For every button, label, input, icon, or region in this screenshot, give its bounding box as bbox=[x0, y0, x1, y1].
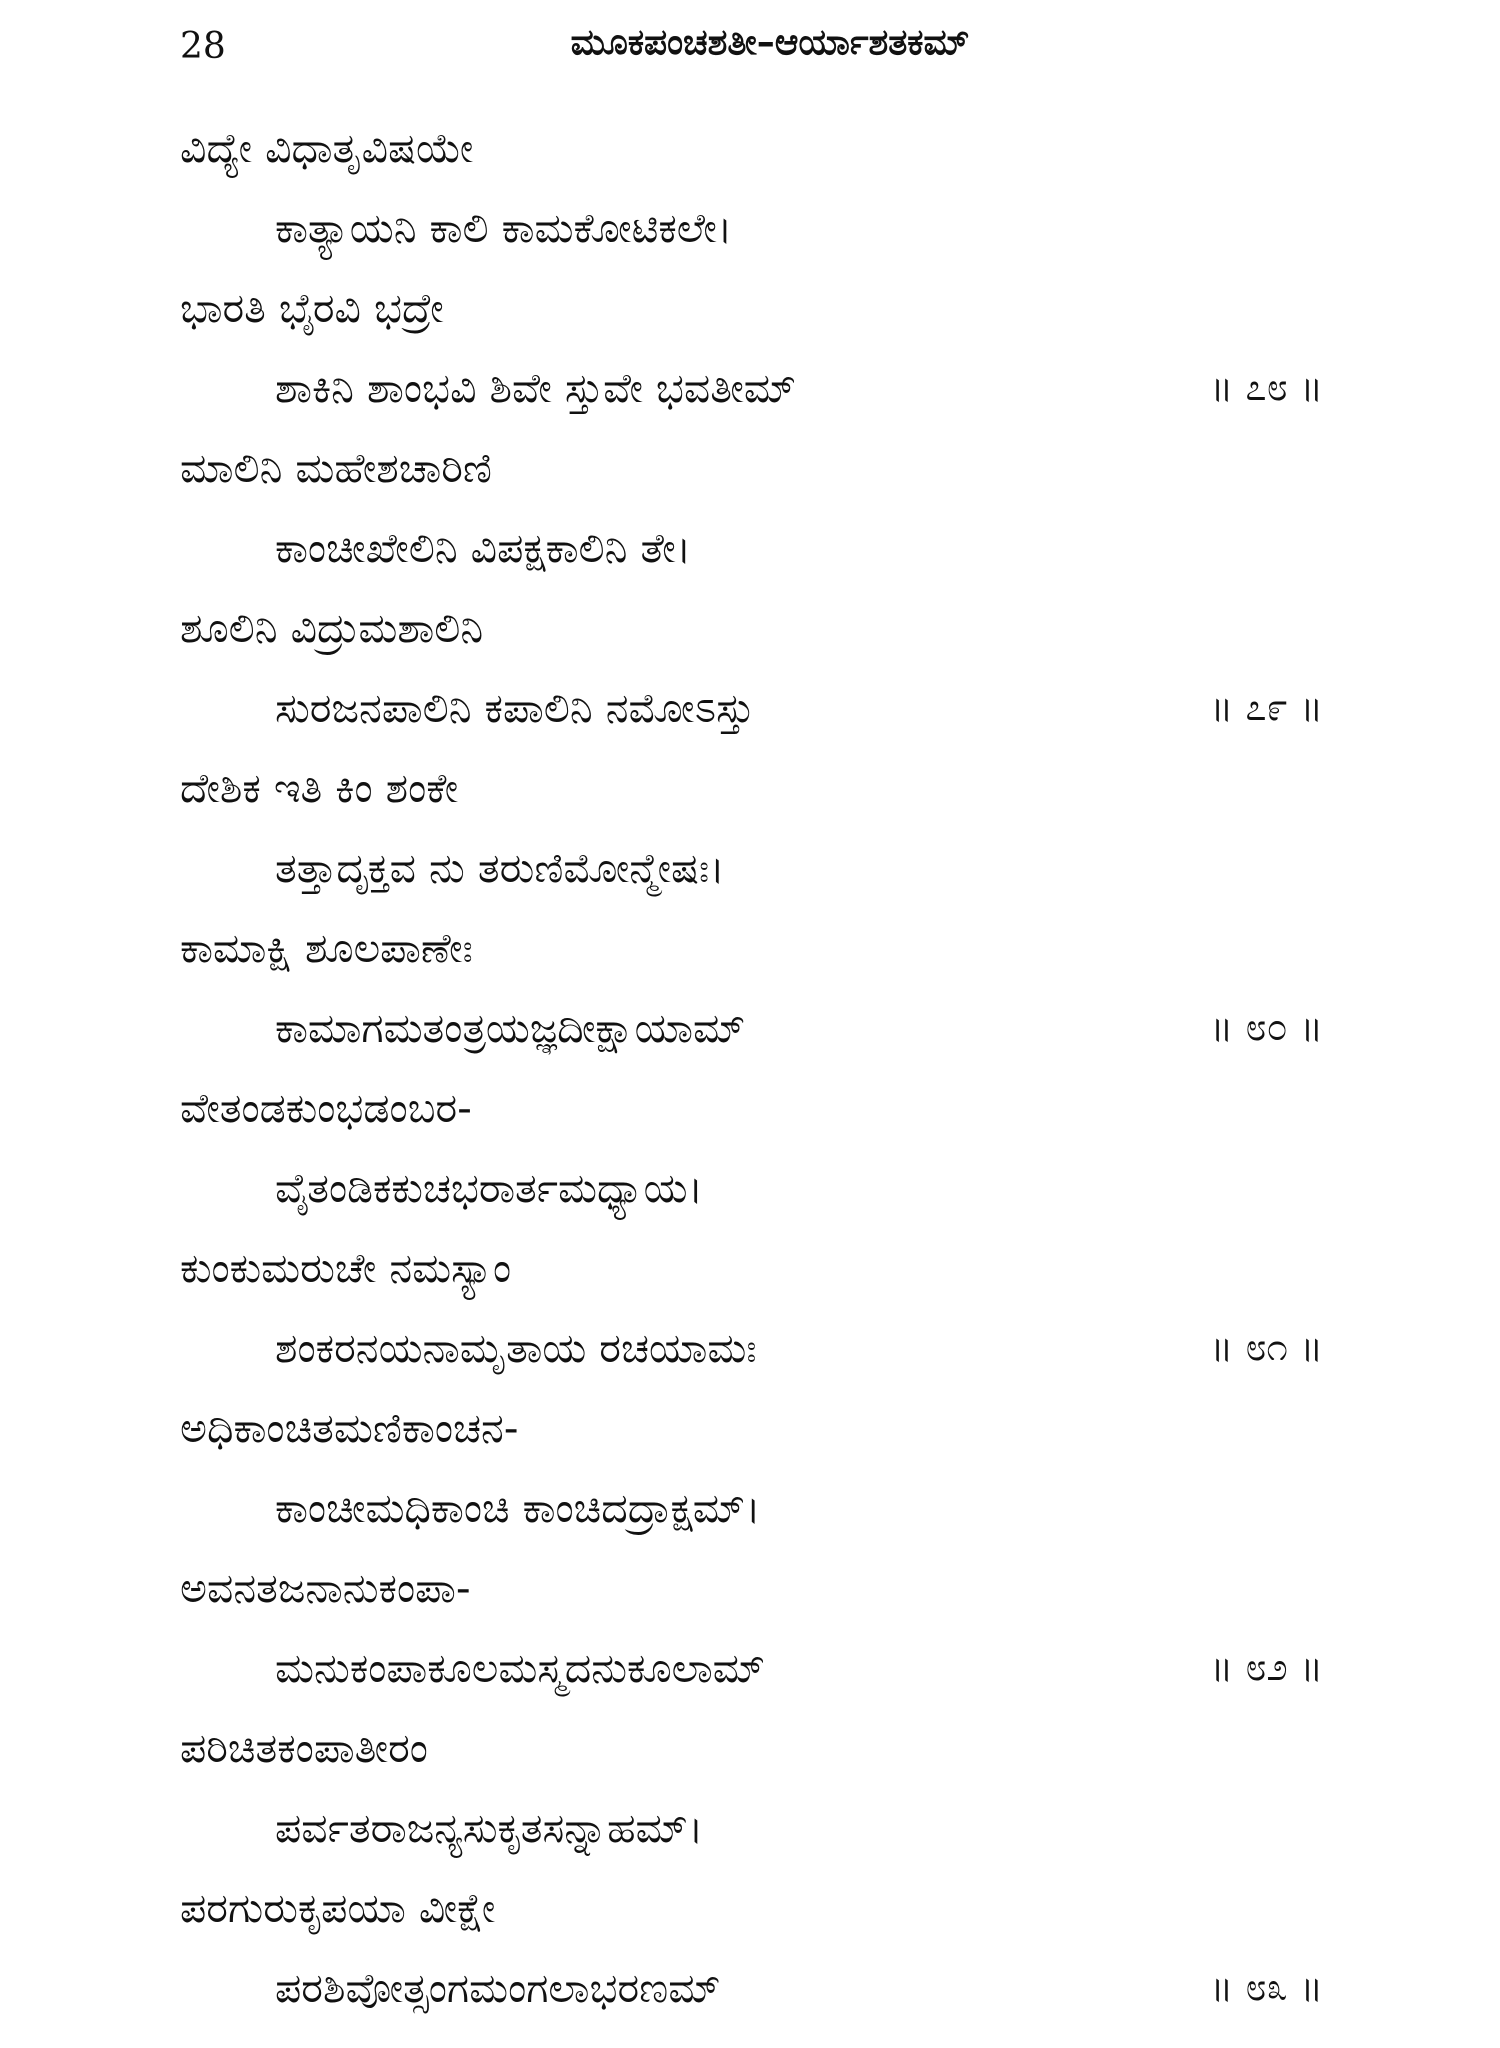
verse-78 bbox=[180, 124, 1360, 448]
verse-number: ॥ ೮೨ ॥ bbox=[1210, 1645, 1324, 1689]
verse-line: ತತ್ತಾದೃಕ್ತವ ನು ತರುಣಿಮೋನ್ಮೇಷಃ। bbox=[275, 844, 725, 892]
verse-line: ಅವನತಜನಾನುಕಂಪಾ- bbox=[180, 1564, 471, 1612]
verse-82 bbox=[180, 1404, 1360, 1728]
verse-81 bbox=[180, 1084, 1360, 1408]
verse-line: ಕಾಮಾಗಮತಂತ್ರಯಜ್ಞದೀಕ್ಷಾಯಾಮ್ bbox=[275, 1004, 746, 1052]
verse-line: ದೇಶಿಕ ಇತಿ ಕಿಂ ಶಂಕೇ bbox=[180, 764, 459, 812]
page-number: 28 bbox=[180, 26, 226, 67]
verse-line: ಶಂಕರನಯನಾಮೃತಾಯ ರಚಯಾಮಃ bbox=[275, 1324, 757, 1372]
verse-line: ಕಾಂಚೀಖೇಲಿನಿ ವಿಪಕ್ಷಕಾಲಿನಿ ತೇ। bbox=[275, 524, 692, 572]
verse-line: ವೈತಂಡಿಕಕುಚಭರಾರ್ತಮಧ್ಯಾಯ। bbox=[275, 1164, 704, 1212]
page-header bbox=[180, 22, 1360, 82]
verse-line: ಪರಶಿವೋತ್ಸಂಗಮಂಗಲಾಭರಣಮ್ bbox=[275, 1964, 721, 2012]
verse-number: ॥ ೮೧ ॥ bbox=[1210, 1325, 1324, 1369]
verse-line: ಅಧಿಕಾಂಚಿತಮಣಿಕಾಂಚನ- bbox=[180, 1404, 519, 1452]
verse-line: ಮಾಲಿನಿ ಮಹೇಶಚಾರಿಣಿ bbox=[180, 444, 492, 492]
verse-line: ಭಾರತಿ ಭೈರವಿ ಭದ್ರೇ bbox=[180, 284, 444, 332]
verse-83 bbox=[180, 1724, 1360, 2048]
verse-line: ಶೂಲಿನಿ ವಿದ್ರುಮಶಾಲಿನಿ bbox=[180, 604, 484, 652]
verse-line: ಮನುಕಂಪಾಕೂಲಮಸ್ಮದನುಕೂಲಾಮ್ bbox=[275, 1644, 765, 1692]
verse-line: ಕಾತ್ಯಾಯನಿ ಕಾಲಿ ಕಾಮಕೋಟಿಕಲೇ। bbox=[275, 204, 733, 252]
verse-line: ಶಾಕಿನಿ ಶಾಂಭವಿ ಶಿವೇ ಸ್ತುವೇ ಭವತೀಮ್ bbox=[275, 364, 797, 412]
verse-79 bbox=[180, 444, 1360, 768]
verse-line: ಕಾಂಚೀಮಧಿಕಾಂಚಿ ಕಾಂಚಿದದ್ರಾಕ್ಷಮ್। bbox=[275, 1484, 761, 1532]
verse-line: ಕಾಮಾಕ್ಷಿ ಶೂಲಪಾಣೇಃ bbox=[180, 924, 473, 972]
verse-number: ॥ ೮೦ ॥ bbox=[1210, 1005, 1324, 1049]
verse-line: ಪರಿಚಿತಕಂಪಾತೀರಂ bbox=[180, 1724, 428, 1772]
verse-line: ವಿದ್ಯೇ ವಿಧಾತೃವಿಷಯೇ bbox=[180, 124, 474, 172]
verse-number: ॥ ೭೮ ॥ bbox=[1210, 365, 1324, 409]
verse-number: ॥ ೮೩ ॥ bbox=[1210, 1965, 1324, 2009]
verse-line: ಕುಂಕುಮರುಚೇ ನಮಸ್ಯಾಂ bbox=[180, 1244, 512, 1292]
verse-line: ಪರ್ವತರಾಜನ್ಯಸುಕೃತಸನ್ನಾಹಮ್। bbox=[275, 1804, 704, 1852]
verse-80 bbox=[180, 764, 1360, 1088]
verse-line: ಸುರಜನಪಾಲಿನಿ ಕಪಾಲಿನಿ ನಮೋಽಸ್ತು bbox=[275, 684, 755, 732]
verse-line: ವೇತಂಡಕುಂಭಡಂಬರ- bbox=[180, 1084, 472, 1132]
running-title: ಮೂಕಪಂಚಶತೀ–ಆರ್ಯಾಶತಕಮ್ bbox=[570, 22, 970, 63]
verse-line: ಪರಗುರುಕೃಪಯಾ ವೀಕ್ಷೇ bbox=[180, 1884, 496, 1932]
verse-number: ॥ ೭೯ ॥ bbox=[1210, 685, 1324, 729]
